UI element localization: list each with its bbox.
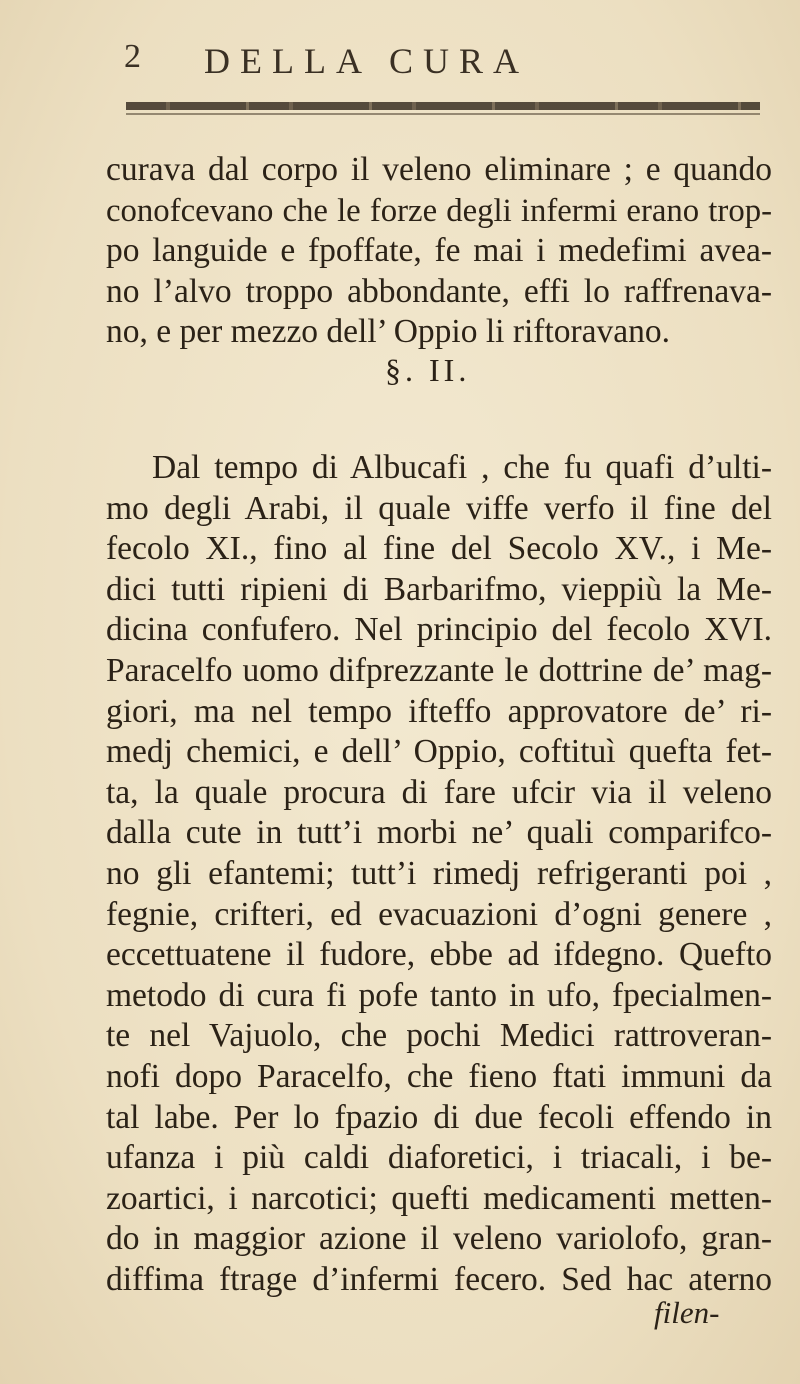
text-line: giori, ma nel tempo ifteffo approvatore de’ ri- [106,692,772,730]
paragraph-1 [106,150,772,353]
text-line: mo degli Arabi, il quale viffe verfo il fine del [106,489,772,527]
text-line: zoartici, i narcotici; quefti medicamenti metten- [106,1179,772,1217]
text-line: fecolo XI., fino al fine del Secolo XV., i Me- [106,530,772,568]
text-line: Paracelfo uomo difprezzante le dottrine de’ mag- [106,651,772,689]
text-line: Dal tempo di Albucafi , che fu quafi d’ulti- [152,449,772,486]
text-line: do in maggior azione il veleno variolofo, gran- [106,1220,772,1258]
page-number: 2 [124,38,141,75]
text-line: conofcevano che le forze degli infermi erano trop- [106,192,772,229]
running-title-text: DELLA CURA [204,41,529,81]
text-line: dalla cute in tutt’i morbi ne’ quali comparifco- [106,814,772,852]
text-line: ta, la quale procura di fare ufcir via il veleno [106,773,772,811]
text-line: eccettuatene il fudore, ebbe ad ifdegno. Quefto [106,936,772,974]
text-line: metodo di cura fi pofe tanto in ufo, fpecialmen- [106,976,772,1014]
text-line: tal labe. Per lo fpazio di due fecoli effendo in [106,1098,772,1136]
text-line: po languide e fpoffate, fe mai i medefimi avea- [106,232,772,270]
section-heading: §. II. [385,352,471,388]
header-rule [126,102,760,110]
text-line: dici tutti ripieni di Barbarifmo, vieppiù la Me- [106,570,772,608]
text-line: nofi dopo Paracelfo, che fieno ftati immuni da [106,1057,772,1095]
text-line: fegnie, crifteri, ed evacuazioni d’ogni genere , [106,895,772,933]
text-line: diffima ftrage d’infermi fecero. Sed hac aterno [106,1260,772,1298]
text-line: dicina confufero. Nel principio del fecolo XVI. [106,611,772,649]
running-title [130,40,690,82]
paragraph-2 [106,448,772,1300]
header-rule-thin [126,113,760,115]
text-line: no, e per mezzo dell’ Oppio li riftoravano. [106,313,671,351]
text-line: no l’alvo troppo abbondante, effi lo raffrenava- [106,272,772,310]
text-line: no gli efantemi; tutt’i rimedj refrigeranti poi , [106,854,772,892]
text-line: medj chemici, e dell’ Oppio, coftituì quefta fet- [106,733,772,771]
catchword: filen- [654,1295,720,1330]
text-line: ufanza i più caldi diaforetici, i triacali, i be- [106,1139,772,1177]
text-line: curava dal corpo il veleno eliminare ; e quando [106,151,772,188]
text-line: te nel Vajuolo, che pochi Medici rattroveran- [106,1017,772,1055]
